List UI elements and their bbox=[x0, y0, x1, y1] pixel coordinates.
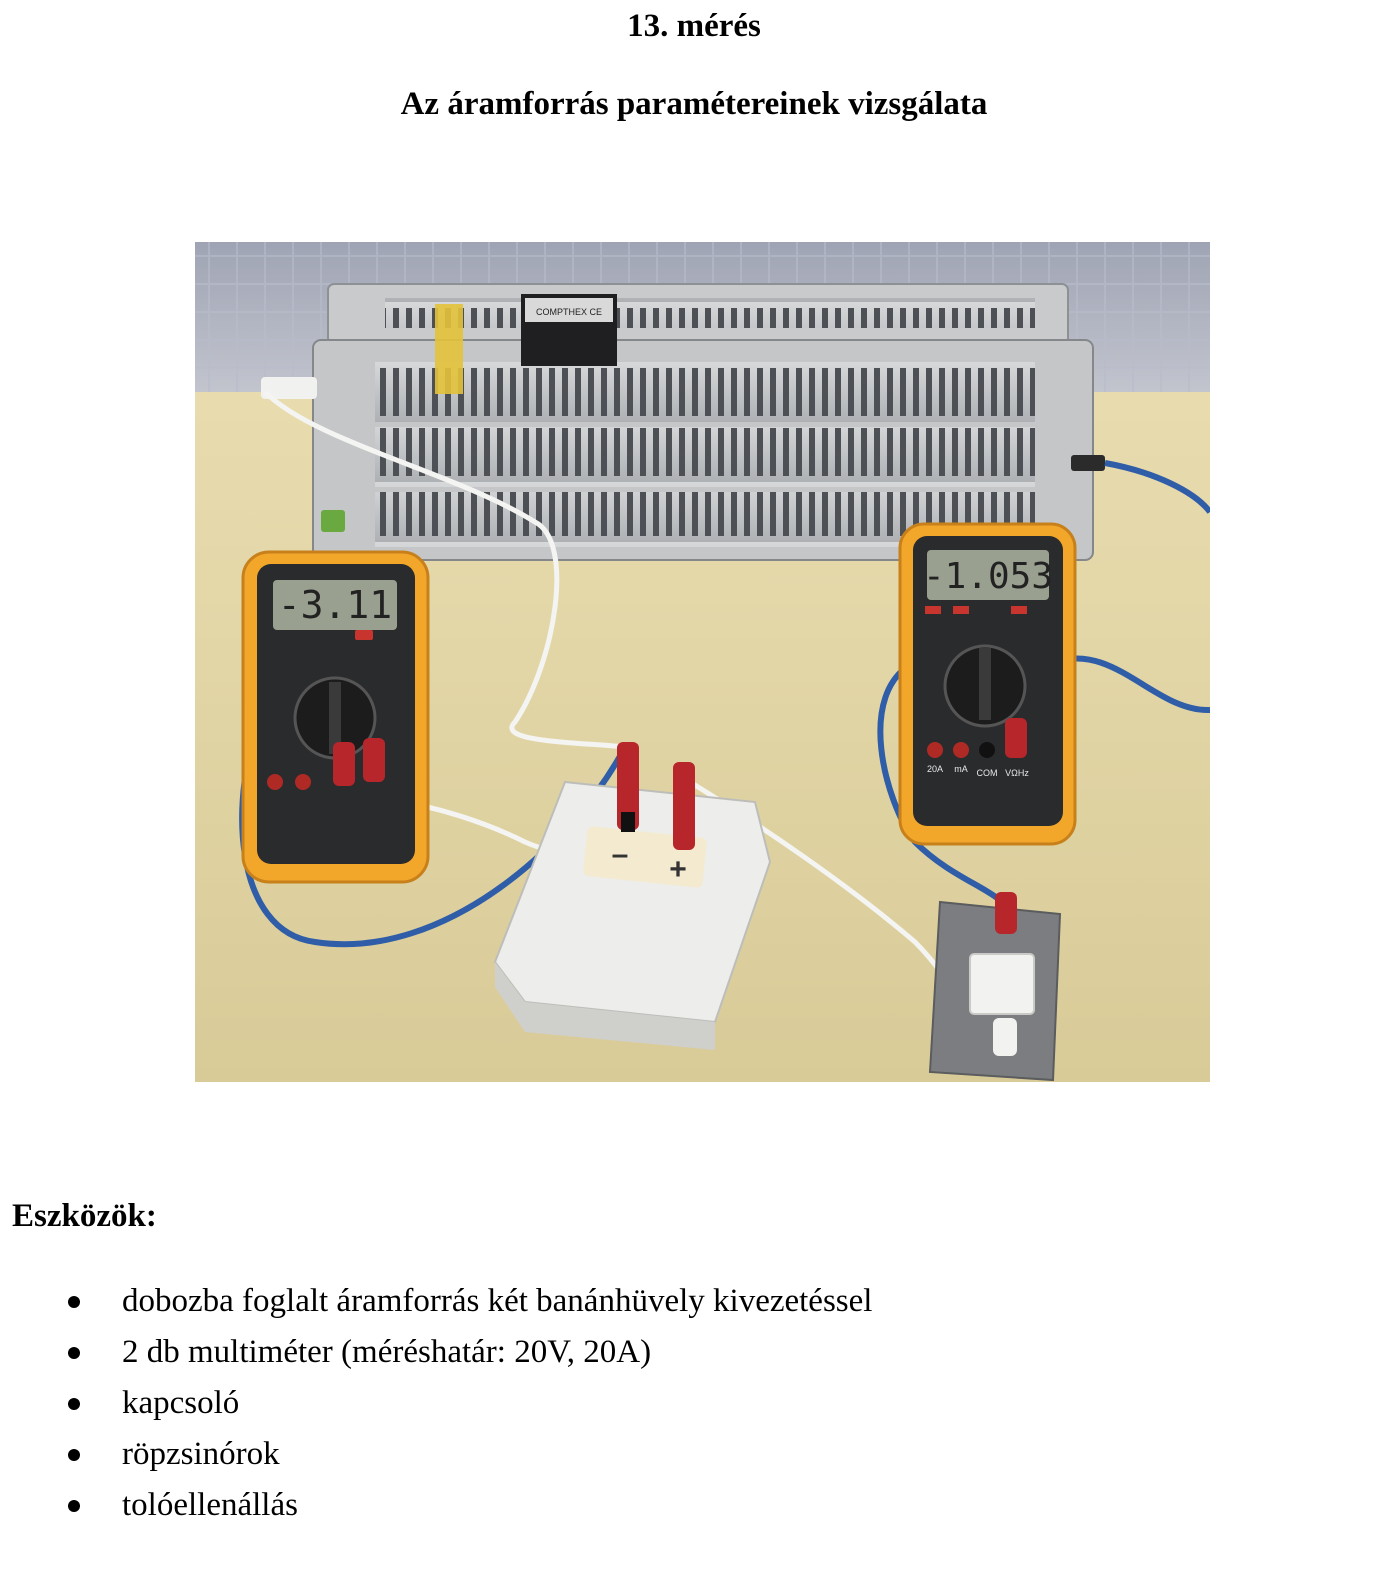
experiment-photo bbox=[195, 242, 1210, 1082]
bullet-icon bbox=[68, 1296, 80, 1308]
left-meter-display: -3.11 bbox=[277, 583, 393, 627]
terminal-plus-label: + bbox=[669, 853, 687, 886]
tools-heading: Eszközök: bbox=[12, 1198, 157, 1234]
right-multimeter bbox=[900, 524, 1075, 844]
switch bbox=[930, 892, 1060, 1080]
right-meter-display: -1.053 bbox=[922, 556, 1054, 597]
port-label-com: COM bbox=[976, 768, 998, 778]
rheostat bbox=[261, 284, 1105, 560]
port-label-ma: mA bbox=[954, 764, 968, 774]
bullet-icon bbox=[68, 1449, 80, 1461]
port-label-20a: 20A bbox=[926, 764, 944, 774]
measurement-number: 13. mérés bbox=[627, 8, 761, 44]
bullet-icon bbox=[68, 1398, 80, 1410]
bullet-icon bbox=[68, 1347, 80, 1359]
rheostat-label: COMPTHEX CE bbox=[535, 307, 603, 317]
page-title: Az áramforrás paramétereinek vizsgálata bbox=[400, 86, 988, 122]
terminal-minus-label: – bbox=[611, 838, 629, 871]
left-multimeter bbox=[243, 552, 428, 882]
port-label-vohz: VΩHz bbox=[1005, 768, 1029, 778]
bullet-icon bbox=[68, 1500, 80, 1512]
